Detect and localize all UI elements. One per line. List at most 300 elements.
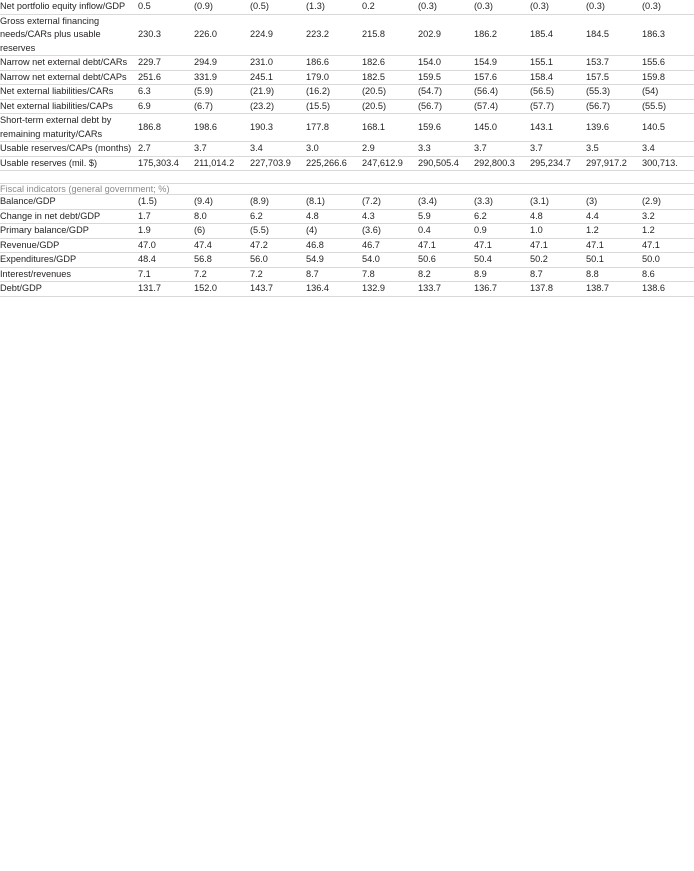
table-section-header-row [0,184,694,195]
cell-value: 47.1 [586,239,604,250]
table-cell [134,224,190,239]
cell-value: (4) [306,225,318,235]
table-cell [302,56,358,71]
cell-value: (3.1) [530,196,549,206]
table-cell [638,282,694,297]
cell-value: 7.1 [138,268,151,279]
cell-value: 47.1 [530,239,548,250]
cell-value: 4.3 [362,210,375,221]
table-cell [358,70,414,85]
table-cell [358,0,414,14]
table-cell [134,70,190,85]
table-cell [470,99,526,114]
cell-value: (6) [194,225,206,235]
row-label: Debt/GDP [0,283,42,293]
cell-value: 290,505.4 [418,157,459,168]
table-cell [134,14,190,56]
table-cell [414,238,470,253]
table-cell [302,195,358,210]
cell-value: (5.5) [250,225,269,235]
table-cell [526,142,582,157]
cell-value: 190.3 [250,121,273,132]
table-row [0,142,694,157]
table-cell [190,142,246,157]
table-row [0,195,694,210]
cell-value: 50.2 [530,254,548,264]
table-row [0,156,694,171]
table-cell [302,238,358,253]
cell-value: 198.6 [194,121,217,132]
table-cell [582,238,638,253]
cell-value: 47.4 [194,239,212,250]
table-cell [358,253,414,268]
table-cell [582,99,638,114]
cell-value: 47.2 [250,239,268,250]
table-cell [134,142,190,157]
cell-value: 54.0 [362,254,380,264]
cell-value: 152.0 [194,283,217,293]
cell-value: 211,014.2 [194,157,235,168]
table-cell [246,209,302,224]
cell-value: (20.5) [362,86,387,96]
cell-value: (54) [642,86,659,96]
table-cell [134,209,190,224]
table-cell [526,114,582,142]
cell-value: 297,917.2 [586,157,627,168]
row-label: Net portfolio equity inflow/GDP [0,1,126,11]
cell-value: 225,266.6 [306,157,347,168]
table-cell [302,14,358,56]
cell-value: (57.4) [474,100,499,111]
cell-value: 0.9 [474,225,487,235]
cell-value: 224.9 [250,29,273,39]
table-cell [470,14,526,56]
table-cell [302,282,358,297]
cell-value: (8.1) [306,196,325,206]
cell-value: (0.3) [586,1,605,11]
row-label: Interest/revenues [0,268,71,279]
table-cell [582,85,638,100]
table-cell [526,0,582,14]
table-cell [302,209,358,224]
cell-value: 3.4 [642,143,655,153]
table-cell [582,224,638,239]
cell-value: 202.9 [418,29,441,39]
cell-value: 227,703.9 [250,157,291,168]
indicators-table [0,0,694,297]
cell-value: 157.6 [474,71,497,82]
table-cell [526,99,582,114]
table-row [0,209,694,224]
table-cell [638,142,694,157]
table-cell [190,195,246,210]
cell-value: 138.7 [586,283,609,293]
table-cell [302,99,358,114]
table-cell [358,99,414,114]
table-cell [246,238,302,253]
cell-value: 294.9 [194,57,217,67]
table-cell [190,253,246,268]
cell-value: (9.4) [194,196,213,206]
table-cell [582,209,638,224]
cell-value: 137.8 [530,283,553,293]
table-cell [302,267,358,282]
table-cell [526,195,582,210]
table-row [0,0,694,14]
cell-value: 140.5 [642,121,665,132]
cell-value: 223.2 [306,29,329,39]
cell-value: 157.5 [586,71,609,82]
cell-value: 133.7 [418,283,441,293]
cell-value: 2.7 [138,143,151,153]
cell-value: 231.0 [250,57,273,67]
table-cell [190,156,246,171]
cell-value: (16.2) [306,86,331,96]
table-cell [526,282,582,297]
table-cell [358,56,414,71]
table-cell [414,56,470,71]
table-cell [414,85,470,100]
row-label: Short-term external debt by remaining maturity/CARs [0,115,112,139]
table-cell [470,156,526,171]
table-row [0,253,694,268]
table-cell [134,253,190,268]
cell-value: 50.6 [418,254,436,264]
cell-value: 50.0 [642,254,660,264]
table-cell [470,224,526,239]
cell-value: (20.5) [362,100,387,111]
table-cell [414,0,470,14]
table-row [0,282,694,297]
table-cell [246,224,302,239]
row-label: Narrow net external debt/CARs [0,57,128,67]
table-cell [414,142,470,157]
cell-value: 54.9 [306,254,324,264]
table-cell [470,70,526,85]
table-cell [582,195,638,210]
cell-value: 186.8 [138,121,161,132]
cell-value: (3.4) [418,196,437,206]
table-cell [302,253,358,268]
table-cell [638,99,694,114]
table-cell [526,238,582,253]
table-cell [246,253,302,268]
table-cell [582,156,638,171]
table-cell [526,267,582,282]
cell-value: 155.1 [530,57,553,67]
cell-value: 182.6 [362,57,385,67]
table-cell [302,0,358,14]
cell-value: 8.6 [642,268,655,279]
cell-value: 292,800.3 [474,157,515,168]
cell-value: 177.8 [306,121,329,132]
table-cell [302,114,358,142]
table-cell [134,114,190,142]
cell-value: 46.7 [362,239,380,250]
cell-value: (0.3) [642,1,661,11]
cell-value: 295,234.7 [530,157,571,168]
cell-value: 47.0 [138,239,156,250]
cell-value: 7.2 [194,268,207,279]
cell-value: 159.6 [418,121,441,132]
table-cell [470,282,526,297]
cell-value: 215.8 [362,29,385,39]
table-cell [414,253,470,268]
cell-value: 7.2 [250,268,263,279]
cell-value: 1.9 [138,225,151,235]
cell-value: (1.5) [138,196,157,206]
table-cell [470,253,526,268]
cell-value: 1.2 [586,225,599,235]
cell-value: 8.2 [418,268,431,279]
table-cell [302,70,358,85]
cell-value: 179.0 [306,71,329,82]
cell-value: (3) [586,196,598,206]
table-cell [526,14,582,56]
table-cell [526,156,582,171]
cell-value: 48.4 [138,254,156,264]
cell-value: 230.3 [138,29,161,39]
table-cell [134,99,190,114]
table-cell [358,209,414,224]
cell-value: (0.9) [194,1,213,11]
table-cell [470,114,526,142]
cell-value: 182.5 [362,71,385,82]
section-header-label: Fiscal indicators (general government; %) [0,184,170,194]
cell-value: (1.3) [306,1,325,11]
cell-value: 4.4 [586,210,599,221]
table-cell [190,238,246,253]
cell-value: 56.8 [194,254,212,264]
table-cell [358,267,414,282]
cell-value: 8.0 [194,210,207,221]
table-row [0,267,694,282]
cell-value: 47.1 [642,239,660,250]
table-cell [302,85,358,100]
cell-value: 143.7 [250,283,273,293]
cell-value: 3.7 [474,143,487,153]
table-cell [246,195,302,210]
table-cell [582,56,638,71]
cell-value: 331.9 [194,71,217,82]
cell-value: 50.1 [586,254,604,264]
table-cell [638,114,694,142]
table-cell [414,267,470,282]
table-cell [526,209,582,224]
row-label: Usable reserves/CAPs (months) [0,143,132,153]
cell-value: 186.2 [474,29,497,39]
cell-value: 6.2 [474,210,487,221]
table-cell [414,282,470,297]
cell-value: (23.2) [250,100,275,111]
cell-value: 153.7 [586,57,609,67]
table-row [0,70,694,85]
table-cell [582,114,638,142]
table-cell [134,282,190,297]
table-cell [134,267,190,282]
table-row [0,238,694,253]
table-cell [358,238,414,253]
table-cell [638,85,694,100]
cell-value: 247,612.9 [362,157,403,168]
cell-value: 0.4 [418,225,431,235]
table-cell [358,114,414,142]
cell-value: 139.6 [586,121,609,132]
cell-value: 159.8 [642,71,665,82]
cell-value: (57.7) [530,100,555,111]
table-cell [638,195,694,210]
table-cell [470,0,526,14]
cell-value: 229.7 [138,57,161,67]
table-cell [526,85,582,100]
table-cell [470,56,526,71]
cell-value: (0.3) [474,1,493,11]
cell-value: 226.0 [194,29,217,39]
cell-value: 2.9 [362,143,375,153]
cell-value: (0.5) [250,1,269,11]
cell-value: 5.9 [418,210,431,221]
cell-value: 3.4 [250,143,263,153]
row-label: Narrow net external debt/CAPs [0,71,127,82]
table-cell [246,70,302,85]
cell-value: 132.9 [362,283,385,293]
table-cell [414,209,470,224]
cell-value: 3.0 [306,143,319,153]
cell-value: (7.2) [362,196,381,206]
table-cell [358,85,414,100]
table-cell [302,156,358,171]
cell-value: (8.9) [250,196,269,206]
table-cell [414,14,470,56]
table-cell [582,0,638,14]
row-label: Revenue/GDP [0,239,60,250]
cell-value: 3.7 [530,143,543,153]
table-cell [582,267,638,282]
cell-value: (2.9) [642,196,661,206]
table-cell [582,14,638,56]
table-cell [582,253,638,268]
table-cell [470,238,526,253]
cell-value: 8.8 [586,268,599,279]
cell-value: 56.0 [250,254,268,264]
cell-value: 3.2 [642,210,655,221]
cell-value: 8.7 [306,268,319,279]
table-cell [190,114,246,142]
table-cell [582,70,638,85]
row-label: Balance/GDP [0,196,56,206]
table-cell [526,253,582,268]
table-cell [414,224,470,239]
table-cell [190,14,246,56]
cell-value: 136.7 [474,283,497,293]
table-cell [638,238,694,253]
table-cell [134,0,190,14]
table-cell [526,70,582,85]
indicators-table-body [0,0,694,296]
cell-value: 168.1 [362,121,385,132]
table-row [0,224,694,239]
cell-value: 300,713. [642,157,678,168]
cell-value: (55.5) [642,100,667,111]
table-cell [302,224,358,239]
table-cell [246,99,302,114]
table-row [0,85,694,100]
cell-value: 3.3 [418,143,431,153]
table-cell [358,156,414,171]
cell-value: (0.3) [418,1,437,11]
cell-value: (21.9) [250,86,275,96]
table-spacer-row [0,171,694,184]
table-cell [134,85,190,100]
cell-value: (6.7) [194,100,213,111]
table-cell [246,85,302,100]
table-cell [246,56,302,71]
table-cell [414,99,470,114]
cell-value: (56.4) [474,86,499,96]
table-cell [134,195,190,210]
cell-value: 8.9 [474,268,487,279]
cell-value: 6.2 [250,210,263,221]
cell-value: 175,303.4 [138,157,179,168]
table-row [0,14,694,56]
table-cell [414,114,470,142]
table-cell [582,282,638,297]
table-cell [134,156,190,171]
cell-value: 154.0 [418,57,441,67]
table-spacer-cell [0,171,694,184]
row-label: Net external liabilities/CARs [0,86,114,96]
table-cell [190,70,246,85]
table-cell [190,282,246,297]
cell-value: (56.7) [418,100,443,111]
table-cell [638,56,694,71]
table-cell [302,142,358,157]
table-cell [358,224,414,239]
table-cell [638,14,694,56]
cell-value: 158.4 [530,71,553,82]
table-row [0,56,694,71]
cell-value: 155.6 [642,57,665,67]
table-cell [638,0,694,14]
cell-value: 185.4 [530,29,553,39]
cell-value: 186.6 [306,57,329,67]
table-cell [470,209,526,224]
table-cell [246,282,302,297]
row-label: Usable reserves (mil. $) [0,157,98,168]
table-cell [190,56,246,71]
cell-value: (0.3) [530,1,549,11]
cell-value: 1.0 [530,225,543,235]
table-cell [190,99,246,114]
row-label: Gross external financing needs/CARs plus usable reserves [0,15,101,53]
row-label: Net external liabilities/CAPs [0,100,113,111]
table-cell [470,267,526,282]
table-cell [526,224,582,239]
table-cell [638,253,694,268]
cell-value: (56.5) [530,86,555,96]
cell-value: 143.1 [530,121,553,132]
table-cell [358,142,414,157]
table-cell [358,282,414,297]
table-cell [638,209,694,224]
table-cell [246,0,302,14]
table-cell [470,142,526,157]
table-cell [246,114,302,142]
table-cell [638,267,694,282]
cell-value: 3.5 [586,143,599,153]
cell-value: 6.3 [138,86,151,96]
cell-value: 47.1 [474,239,492,250]
